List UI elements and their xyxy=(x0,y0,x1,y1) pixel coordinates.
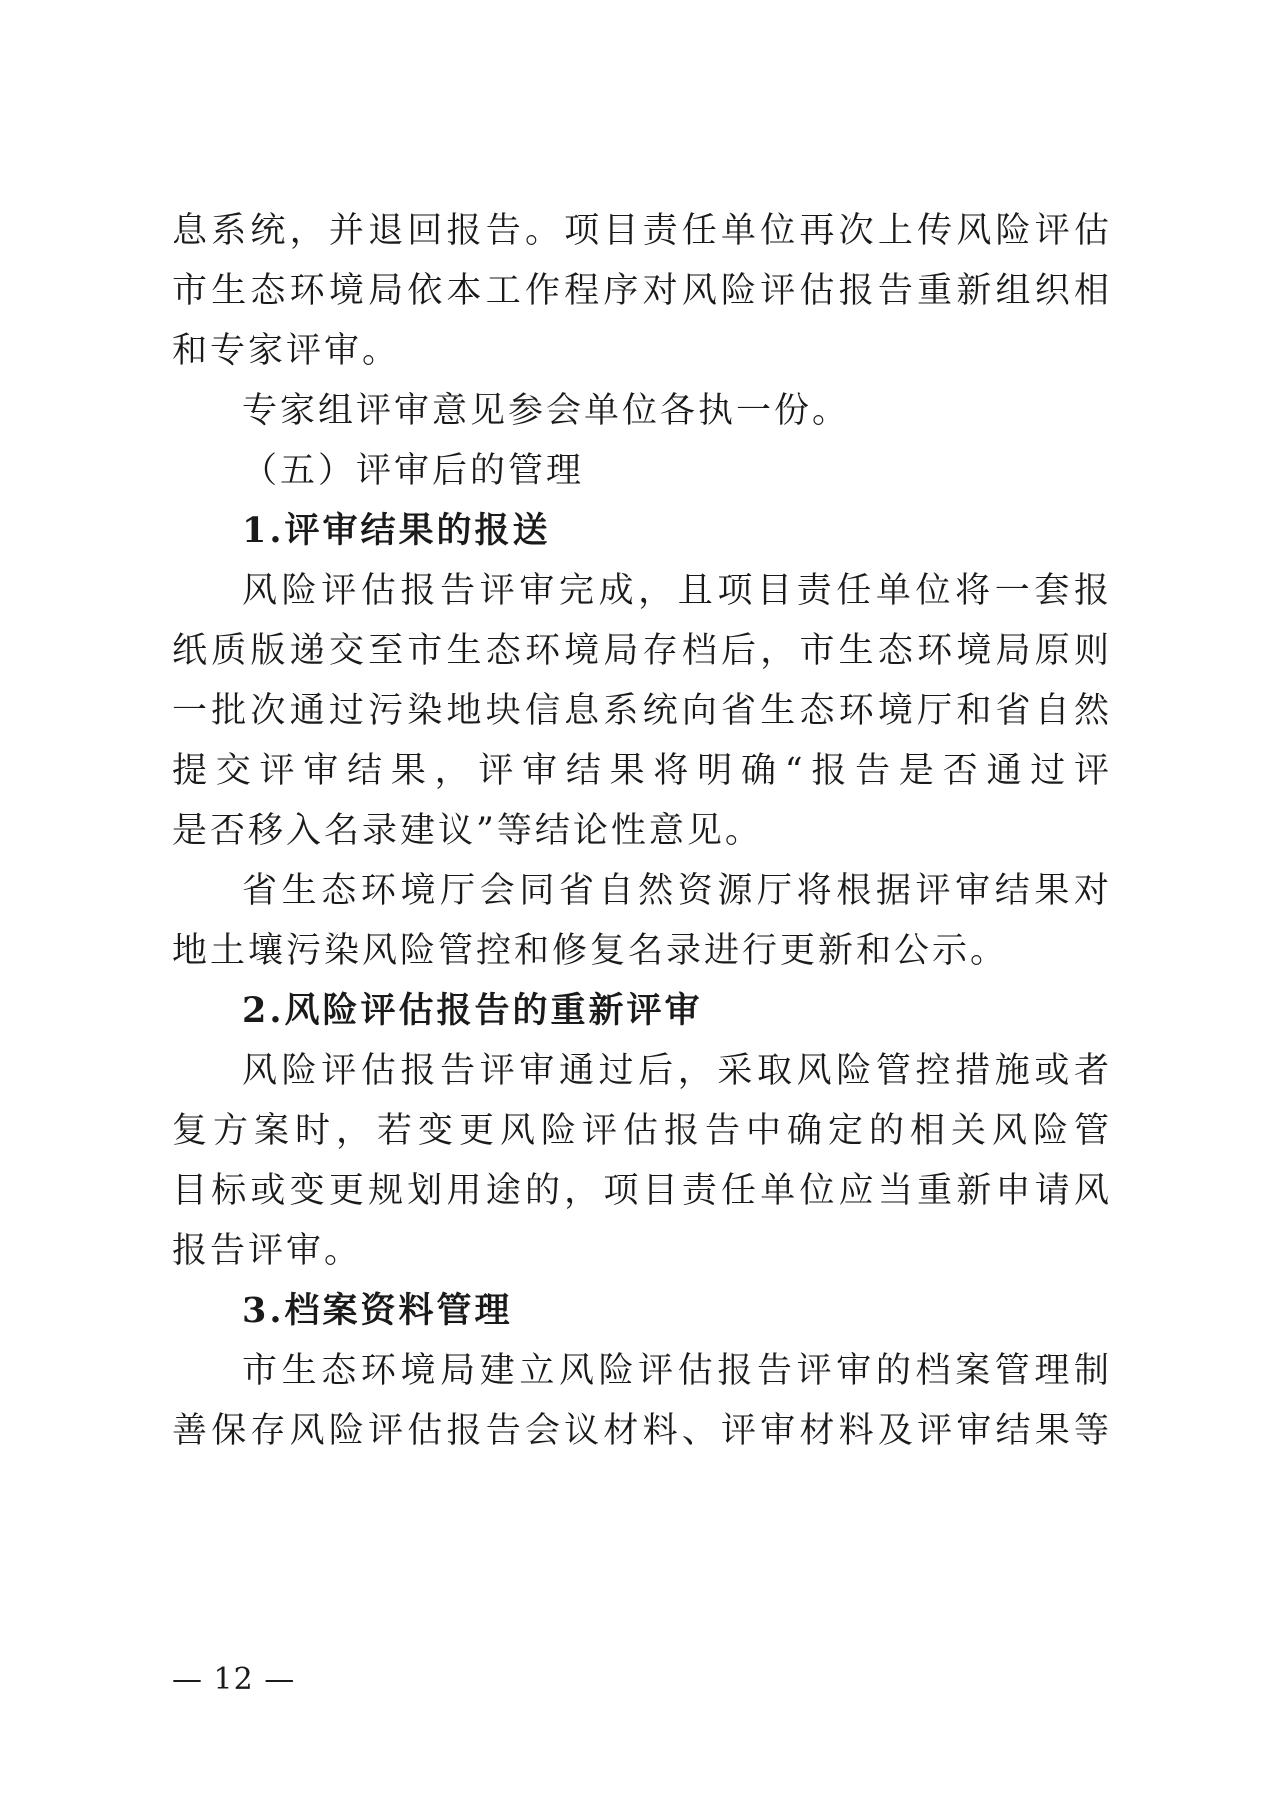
page-number: — 12 — xyxy=(172,1662,296,1697)
body-line: 报告评审。 xyxy=(172,1231,363,1271)
body-line: 息系统，并退回报告。项目责任单位再次上传风险评估 xyxy=(172,211,1112,251)
body-line: 是否移入名录建议”等结论性意见。 xyxy=(172,811,763,851)
paragraph-line: 省生态环境厅会同省自然资源厅将根据评审结果对 xyxy=(242,871,1112,911)
body-line: 市生态环境局依本工作程序对风险评估报告重新组织相 xyxy=(172,271,1112,311)
body-line: 一批次通过污染地块信息系统向省生态环境厅和省自然 xyxy=(172,691,1112,731)
body-line: 纸质版递交至市生态环境局存档后，市生态环境局原则 xyxy=(172,631,1112,671)
section-heading: （五）评审后的管理 xyxy=(242,451,585,491)
body-line: 地土壤污染风险管控和修复名录进行更新和公示。 xyxy=(172,931,1009,971)
paragraph-line: 市生态环境局建立风险评估报告评审的档案管理制 xyxy=(242,1351,1112,1391)
body-line: 善保存风险评估报告会议材料、评审材料及评审结果等 xyxy=(172,1411,1112,1451)
body-line: 和专家评审。 xyxy=(172,331,401,371)
paragraph-line: 风险评估报告评审完成，且项目责任单位将一套报 xyxy=(242,571,1112,611)
subsection-heading: 2.风险评估报告的重新评审 xyxy=(242,990,703,1031)
subsection-heading: 3.档案资料管理 xyxy=(242,1290,513,1331)
subsection-heading: 1.评审结果的报送 xyxy=(242,510,551,551)
paragraph-line: 风险评估报告评审通过后，采取风险管控措施或者 xyxy=(242,1051,1112,1091)
body-line: 提交评审结果，评审结果将明确“报告是否通过评 xyxy=(172,751,1112,791)
body-line: 目标或变更规划用途的，项目责任单位应当重新申请风 xyxy=(172,1171,1112,1211)
paragraph-line: 专家组评审意见参会单位各执一份。 xyxy=(242,391,851,431)
body-line: 复方案时，若变更风险评估报告中确定的相关风险管 xyxy=(172,1111,1112,1151)
